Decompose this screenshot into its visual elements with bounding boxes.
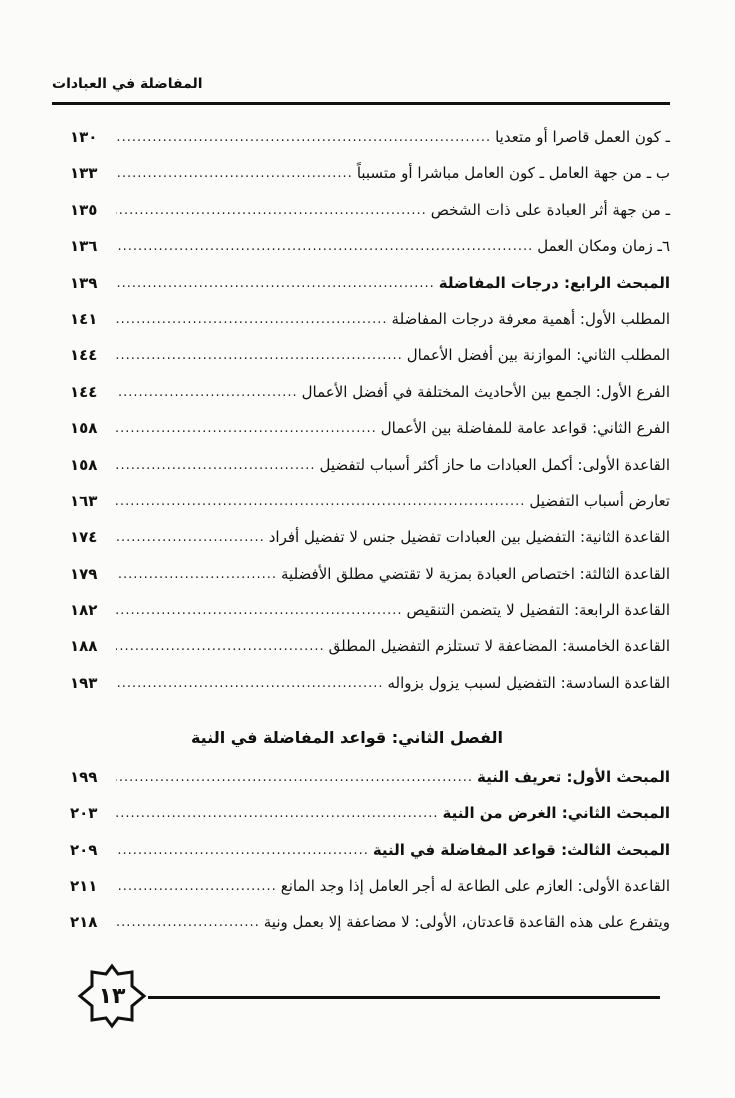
dot-leader [116, 915, 260, 930]
footer-rule [148, 996, 660, 999]
running-header-title: المفاضلة في العبادات [52, 76, 203, 92]
toc-entry-title: المبحث الثالث: قواعد المفاضلة في النية [372, 841, 670, 859]
toc-entry-page: ١٥٨ [70, 419, 98, 437]
dot-leader [116, 567, 277, 582]
dot-leader [116, 676, 384, 691]
dot-leader [116, 348, 403, 363]
toc-entry-page: ١٣٣ [70, 164, 98, 182]
toc-entry-page: ١٤١ [70, 310, 98, 328]
toc-entry-page: ١٣٠ [70, 128, 98, 146]
toc-entry-page: ١٣٥ [70, 201, 98, 219]
toc-entry-title: تعارض أسباب التفضيل [529, 492, 670, 510]
toc-entry-page: ٢٠٣ [70, 804, 98, 822]
toc-entry[interactable] [70, 905, 670, 939]
dot-leader [116, 312, 388, 327]
toc-entry[interactable] [70, 484, 670, 518]
dot-leader [116, 130, 491, 145]
toc-entry-title: القاعدة الرابعة: التفضيل لا يتضمن التنقيص [406, 601, 670, 619]
toc-entry[interactable] [70, 760, 670, 794]
toc-entry-title: ـ كون العمل قاصرا أو متعديا [495, 128, 670, 146]
toc-entry-title: المطلب الأول: أهمية معرفة درجات المفاضلة [391, 310, 670, 328]
toc-entry-title: القاعدة الأولى: أكمل العبادات ما حاز أكثر أسباب لتفضيل [319, 456, 670, 474]
toc-entry[interactable] [70, 593, 670, 627]
toc-entry[interactable] [70, 193, 670, 227]
dot-leader [116, 806, 438, 821]
toc-entry[interactable] [70, 120, 670, 154]
toc-entry[interactable] [70, 833, 670, 867]
toc-entry-page: ١٣٦ [70, 237, 98, 255]
dot-leader [116, 239, 533, 254]
toc-entry-title: المطلب الثاني: الموازنة بين أفضل الأعمال [406, 346, 670, 364]
toc-entry[interactable] [70, 796, 670, 830]
toc-entry-page: ١٧٤ [70, 528, 98, 546]
toc-entry-page: ٢١٨ [70, 913, 98, 931]
toc-entry-page: ١٤٤ [70, 383, 98, 401]
toc-entry[interactable] [70, 266, 670, 300]
toc-entry-page: ١٩٣ [70, 674, 98, 692]
toc-entry-page: ١٧٩ [70, 565, 98, 583]
dot-leader [116, 276, 435, 291]
dot-leader [116, 843, 369, 858]
toc-entry-title: القاعدة السادسة: التفضيل لسبب يزول بزواله [387, 674, 670, 692]
toc-entry-title: القاعدة الثانية: التفضيل بين العبادات تفضيل جنس لا تفضيل أفراد [268, 528, 670, 546]
toc-entry[interactable] [70, 375, 670, 409]
toc-entry[interactable] [70, 229, 670, 263]
header-rule [52, 102, 670, 105]
toc-entry-page: ١٨٨ [70, 637, 98, 655]
toc-entry[interactable] [70, 520, 670, 554]
toc-entry-page: ١٩٩ [70, 768, 98, 786]
toc-entry[interactable] [70, 869, 670, 903]
toc-entry[interactable] [70, 156, 670, 190]
toc-entry[interactable] [70, 629, 670, 663]
page-number-badge [70, 962, 154, 1030]
toc-entry-page: ٢١١ [70, 877, 98, 895]
toc-entry-title: المبحث الثاني: الغرض من النية [442, 804, 670, 822]
toc-entry-title: المبحث الرابع: درجات المفاضلة [438, 274, 670, 292]
toc-entry[interactable] [70, 302, 670, 336]
toc-entry-title: ـ من جهة أثر العبادة على ذات الشخص [430, 201, 670, 219]
dot-leader [116, 166, 353, 181]
chapter-heading: الفصل الثاني: قواعد المفاضلة في النية [190, 728, 504, 747]
toc-entry[interactable] [70, 448, 670, 482]
dot-leader [116, 879, 277, 894]
toc-entry-page: ١٣٩ [70, 274, 98, 292]
toc-entry-page: ١٨٢ [70, 601, 98, 619]
toc-entry-page: ١٤٤ [70, 346, 98, 364]
page-number: ١٣ [98, 983, 126, 1009]
toc-entry-title: المبحث الأول: تعريف النية [476, 768, 670, 786]
dot-leader [116, 494, 525, 509]
dot-leader [116, 770, 473, 785]
toc-entry-page: ١٦٣ [70, 492, 98, 510]
toc-entry-title: ويتفرع على هذه القاعدة قاعدتان، الأولى: لا مضاعفة إلا بعمل ونية [263, 913, 670, 931]
toc-entry[interactable] [70, 666, 670, 700]
toc-entry-title: القاعدة الأولى: العازم على الطاعة له أجر العامل إذا وجد المانع [280, 877, 670, 895]
dot-leader [116, 639, 325, 654]
toc-entry[interactable] [70, 338, 670, 372]
toc-entry-title: الفرع الثاني: قواعد عامة للمفاضلة بين الأعمال [380, 419, 670, 437]
dot-leader [116, 421, 377, 436]
toc-entry-title: القاعدة الخامسة: المضاعفة لا تستلزم التفضيل المطلق [328, 637, 670, 655]
toc-entry-page: ٢٠٩ [70, 841, 98, 859]
toc-entry-title: الفرع الأول: الجمع بين الأحاديث المختلفة في أفضل الأعمال [301, 383, 670, 401]
dot-leader [116, 458, 315, 473]
dot-leader [116, 530, 265, 545]
toc-entry[interactable] [70, 557, 670, 591]
toc-entry-page: ١٥٨ [70, 456, 98, 474]
toc-entry-title: ب ـ من جهة العامل ـ كون العامل مباشرا أو متسبباً [356, 164, 670, 182]
toc-entry-title: ٦ـ زمان ومكان العمل [537, 237, 670, 255]
toc-entry-title: القاعدة الثالثة: اختصاص العبادة بمزية لا تقتضي مطلق الأفضلية [281, 565, 670, 583]
dot-leader [116, 385, 298, 400]
dot-leader [116, 603, 403, 618]
dot-leader [116, 203, 427, 218]
toc-entry[interactable] [70, 411, 670, 445]
